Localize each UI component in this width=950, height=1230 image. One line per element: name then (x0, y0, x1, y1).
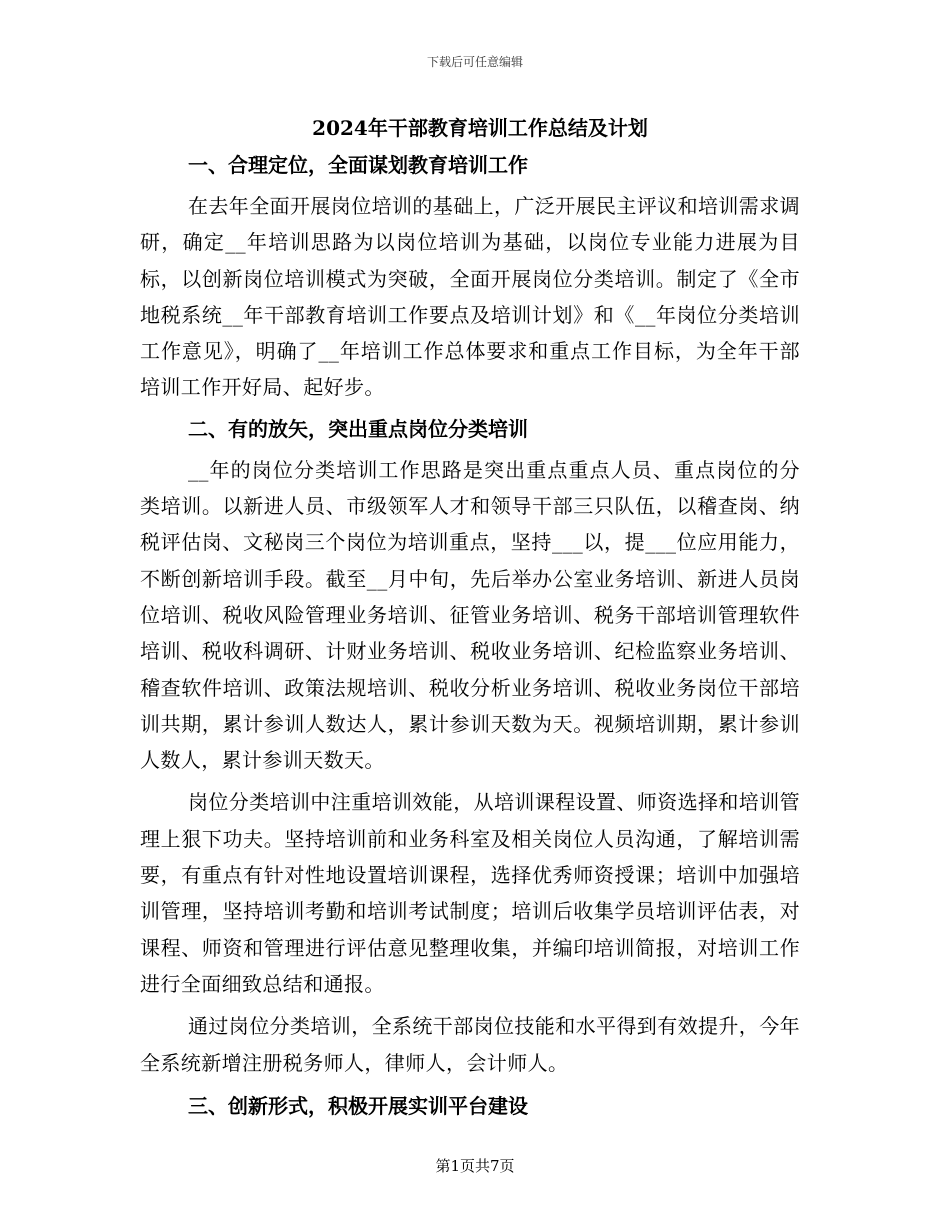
section-2-paragraph-3: 通过岗位分类培训，全系统干部岗位技能和水平得到有效提升，今年全系统新增注册税务师人，律师人，会计师人。 (140, 1014, 800, 1075)
page-header-note: 下载后可任意编辑 (426, 55, 523, 69)
section-heading-3: 三、创新形式，积极开展实训平台建设 (188, 1093, 528, 1118)
section-2-paragraph-2: 岗位分类培训中注重培训效能，从培训课程设置、师资选择和培训管理上狠下功夫。坚持培训前和业务科室及相关岗位人员沟通，了解培训需要，有重点有针对性地设置培训课程，选择优秀师资授课；培训中加强培训管理，坚持培训考勤和培训考试制度；培训后收集学员培训评估表，对课程、师资和管理进行评估意见整理收集，并编印培训简报，对培训工作进行全面细致总结和通报。 (140, 790, 800, 996)
section-1-paragraph-1: 在去年全面开展岗位培训的基础上，广泛开展民主评议和培训需求调研，确定__年培训思路为以岗位培训为基础，以岗位专业能力进展为目标，以创新岗位培训模式为突破，全面开展岗位分类培训。制定了《全市地税系统__年干部教育培训工作要点及培训计划》和《__年岗位分类培训工作意见》，明确了__年培训工作总体要求和重点工作目标，为全年干部培训工作开好局、起好步。 (140, 194, 800, 400)
section-heading-2: 二、有的放矢，突出重点岗位分类培训 (188, 416, 528, 441)
page-number: 第1页共7页 (435, 1157, 515, 1175)
document-body (140, 112, 800, 1129)
section-2-paragraph-1: __年的岗位分类培训工作思路是突出重点重点人员、重点岗位的分类培训。以新进人员、市级领军人才和领导干部三只队伍，以稽查岗、纳税评估岗、文秘岗三个岗位为培训重点，坚持___以，提___位应用能力，不断创新培训手段。截至__月中旬，先后举办公室业务培训、新进人员岗位培训、税收风险管理业务培训、征管业务培训、税务干部培训管理软件培训、税收科调研、计财业务培训、税收业务培训、纪检监察业务培训、稽查软件培训、政策法规培训、税收分析业务培训、税收业务岗位干部培训共期，累计参训人数达人，累计参训天数为天。视频培训期，累计参训人数人，累计参训天数天。 (140, 457, 800, 773)
document-title: 2024年干部教育培训工作总结及计划 (312, 116, 648, 140)
section-heading-1: 一、合理定位，全面谋划教育培训工作 (188, 153, 528, 177)
